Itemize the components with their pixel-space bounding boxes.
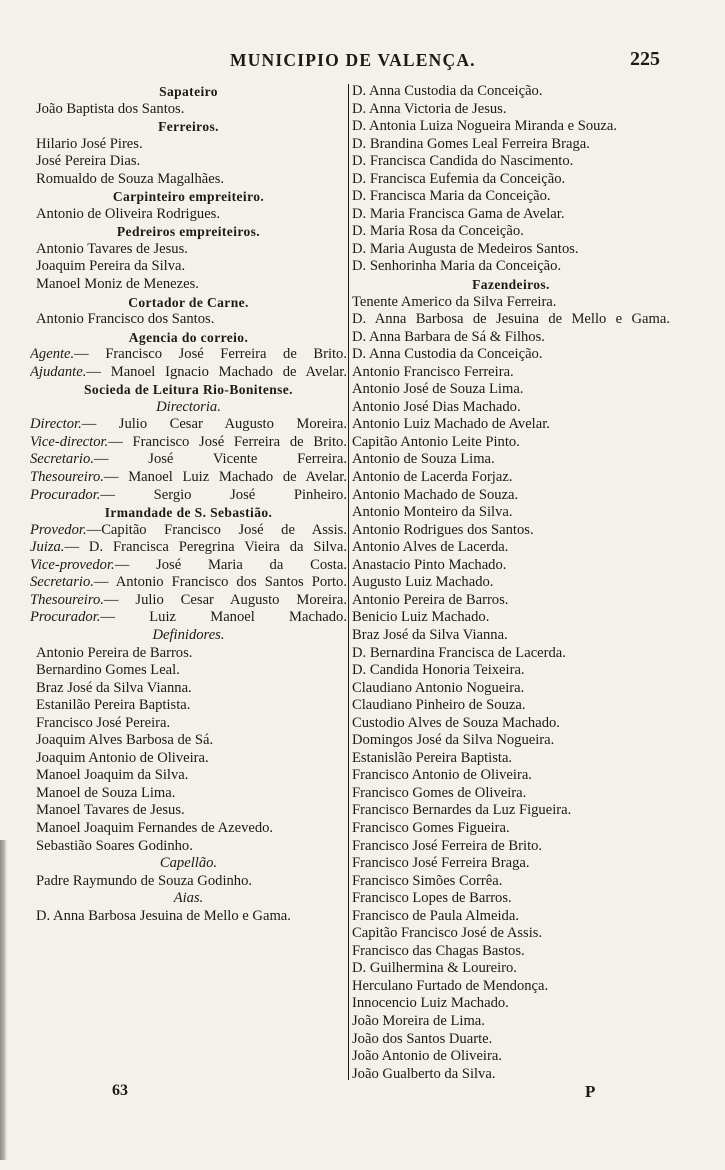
list-item: Joaquim Alves Barbosa de Sá. [36,732,214,749]
list-item: D. Francisca Eufemia da Conceição. [352,170,566,187]
role-holder: — Manoel Ignacio Machado de Avelar. [86,363,347,380]
list-item: Braz José da Silva Vianna. [352,626,508,643]
subsection-heading [30,890,347,908]
list-item: Antonio Machado de Souza. [352,486,519,503]
role-holder: — José Maria da Costa. [114,556,347,573]
list-item: Antonio de Souza Lima. [352,451,495,468]
role-title: Procurador. [30,609,101,626]
list-item: D. Brandina Gomes Leal Ferreira Braga. [352,135,590,152]
role-entry [30,487,347,505]
role-entry [30,609,347,627]
role-entry [30,522,347,540]
list-item: D. Francisca Maria da Conceição. [352,188,551,205]
page-footer [0,1082,725,1104]
subsection-label: Aias. [173,890,204,907]
list-item: Custodio Alves de Souza Machado. [352,714,560,731]
role-holder: — D. Francisca Peregrina Vieira da Silva. [64,539,347,556]
list-item: Joaquim Pereira da Silva. [36,258,186,275]
role-entry [30,592,347,610]
list-item: Francisco de Paula Almeida. [352,907,519,924]
list-item: D. Anna Custodia da Conceição. [352,83,543,99]
list-item: Antonio Rodrigues dos Santos. [352,521,534,538]
list-item: Estanilão Pereira Baptista. [36,697,191,714]
section-heading: Carpinteiro empreiteiro. [112,189,265,205]
role-entry [30,416,347,434]
subsection-label: Directoria. [156,398,221,415]
section-heading: Sapateiro [159,84,218,99]
list-item: Anastacio Pinto Machado. [352,556,507,573]
subsection-heading [30,399,347,417]
role-title: Agente. [30,346,75,363]
list-item: Francisco Gomes Figueira. [352,819,510,836]
list-item: Padre Raymundo de Souza Godinho. [36,872,253,889]
list-item: D. Anna Custodia da Conceição. [352,346,543,363]
page-header [0,48,725,72]
list-item: Herculano Furtado de Mendonça. [352,977,549,994]
list-item: Antonio Pereira de Barros. [36,644,193,661]
list-item: João Antonio de Oliveira. [352,1048,502,1065]
left-column [30,83,347,925]
list-item: Antonio Monteiro da Silva. [352,504,513,521]
list-item: Antonio de Oliveira Rodrigues. [36,205,221,222]
list-item: Francisco Gomes de Oliveira. [352,784,527,801]
role-title: Secretario. [30,451,94,468]
list-item: José Pereira Dias. [36,153,141,170]
role-holder: — Sergio José Pinheiro. [100,486,347,503]
list-item: D. Francisca Candida do Nascimento. [352,153,574,170]
list-item: Antonio Francisco dos Santos. [36,311,215,328]
role-title: Thesoureiro. [30,469,104,486]
role-holder: — Julio Cesar Augusto Moreira. [103,591,347,608]
role-holder: — Luiz Manoel Machado. [100,609,347,626]
subsection-heading [30,855,347,873]
list-item: D. Anna Victoria de Jesus. [352,100,507,117]
section-heading: Cortador de Carne. [128,294,249,310]
list-item: Manoel de Souza Lima. [36,784,176,801]
role-title: Vice-director. [30,433,109,450]
list-item: Innocencio Luiz Machado. [352,995,509,1012]
subsection-label: Capellão. [159,855,218,872]
role-entry [30,557,347,575]
list-item: Francisco Antonio de Oliveira. [352,767,532,784]
role-holder: — Francisco José Ferreira de Brito. [108,433,347,450]
list-item: Augusto Luiz Machado. [352,574,494,591]
role-entry [30,451,347,469]
list-item: Romualdo de Souza Magalhães. [36,170,225,187]
role-holder: — Julio Cesar Augusto Moreira. [81,416,347,433]
list-item: Francisco das Chagas Bastos. [352,942,525,959]
signature-mark: P [585,1082,596,1101]
role-title: Director. [30,416,82,433]
list-item: D. Maria Augusta de Medeiros Santos. [352,240,579,257]
role-title: Vice-provedor. [30,556,115,573]
section-heading: Irmandade de S. Sebastião. [104,505,273,521]
section-heading: Pedreiros empreiteiros. [116,224,261,240]
list-item: Manoel Joaquim da Silva. [36,767,189,784]
page-number: 225 [630,48,660,70]
list-item: D. Candida Honoria Teixeira. [352,662,525,679]
list-item: Antonio Tavares de Jesus. [36,240,188,257]
signature-number: 63 [112,1082,128,1099]
list-item: Antonio Pereira de Barros. [352,591,509,608]
section-heading: Ferreiros. [158,119,219,135]
binding-edge [0,840,7,1160]
list-item: Sebastião Soares Godinho. [36,837,193,854]
role-title: Secretario. [30,574,94,591]
list-item: D. Guilhermina & Loureiro. [352,960,517,977]
list-item: Francisco Simões Corrêa. [352,872,503,889]
role-holder: —Capitão Francisco José de Assis. [86,521,347,538]
role-holder: — José Vicente Ferreira. [93,451,347,468]
section-heading: Fazendeiros. [472,277,550,293]
list-item: Capitão Francisco José de Assis. [352,925,543,942]
list-item: D. Maria Rosa da Conceição. [352,223,524,240]
list-item: Manoel Moniz de Menezes. [36,276,199,293]
list-item: Antonio Alves de Lacerda. [352,539,509,556]
list-item: Hilario José Pires. [36,135,143,152]
list-item: Antonio Luiz Machado de Avelar. [352,416,550,433]
list-item: Bernardino Gomes Leal. [36,662,180,679]
list-item: D. Bernardina Francisca de Lacerda. [352,644,566,661]
role-entry [30,574,347,592]
list-item: Capitão Antonio Leite Pinto. [352,433,520,450]
role-title: Procurador. [30,486,101,503]
role-entry [30,346,347,364]
role-entry [30,539,347,557]
list-item: D. Antonia Luiza Nogueira Miranda e Souza. [352,118,618,135]
list-item: Domingos José da Silva Nogueira. [352,732,555,749]
role-title: Juiza. [30,539,65,556]
page-title: MUNICIPIO DE VALENÇA. [230,50,476,70]
list-item: Braz José da Silva Vianna. [36,679,192,696]
list-item: D. Senhorinha Maria da Conceição. [352,258,562,275]
role-title: Provedor. [30,521,87,538]
list-item: João Moreira de Lima. [352,1012,485,1029]
section-heading: Socieda de Leitura Rio-Bonitense. [84,382,293,398]
list-item: Manoel Tavares de Jesus. [36,802,185,819]
list-item: Claudiano Antonio Nogueira. [352,679,525,696]
list-item: Benicio Luiz Machado. [352,609,490,626]
subsection-label: Definidores. [152,626,225,643]
list-item: Tenente Americo da Silva Ferreira. [352,293,557,310]
list-item: Joaquim Antonio de Oliveira. [36,749,209,766]
list-item: D. Anna Barbosa de Jesuina de Mello e Gama. [352,311,670,328]
column-divider [348,84,349,1080]
subsection-heading [30,627,347,645]
list-item: João Gualberto da Silva. [352,1065,496,1082]
role-holder: — Antonio Francisco dos Santos Porto. [93,574,347,591]
section-heading: Agencia do correio. [128,329,249,345]
list-item: João dos Santos Duarte. [352,1030,493,1047]
list-item: D. Maria Francisca Gama de Avelar. [352,205,565,222]
list-item: Manoel Joaquim Fernandes de Azevedo. [36,819,274,836]
right-column [352,83,670,1083]
role-entry [30,364,347,382]
role-title: Ajudante. [30,363,87,380]
list-item: Francisco Lopes de Barros. [352,890,512,907]
list-item: Estanislão Pereira Baptista. [352,749,513,766]
list-item: Francisco José Ferreira Braga. [352,855,530,872]
role-entry [30,469,347,487]
role-holder: — Manoel Luiz Machado de Avelar. [103,469,347,486]
list-item: Claudiano Pinheiro de Souza. [352,697,526,714]
list-item: Antonio Francisco Ferreira. [352,363,514,380]
list-item: João Baptista dos Santos. [36,100,185,117]
list-item: Antonio José Dias Machado. [352,398,521,415]
list-item: D. Anna Barbara de Sá & Filhos. [352,328,545,345]
list-item: Francisco José Ferreira de Brito. [352,837,543,854]
list-item: D. Anna Barbosa Jesuina de Mello e Gama. [36,907,291,924]
list-item: Francisco Bernardes da Luz Figueira. [352,802,572,819]
role-holder: — Francisco José Ferreira de Brito. [74,346,347,363]
list-item: Francisco José Pereira. [36,714,171,731]
role-entry [30,434,347,452]
role-title: Thesoureiro. [30,591,104,608]
list-item: Antonio de Lacerda Forjaz. [352,469,513,486]
list-item: Antonio José de Souza Lima. [352,381,524,398]
